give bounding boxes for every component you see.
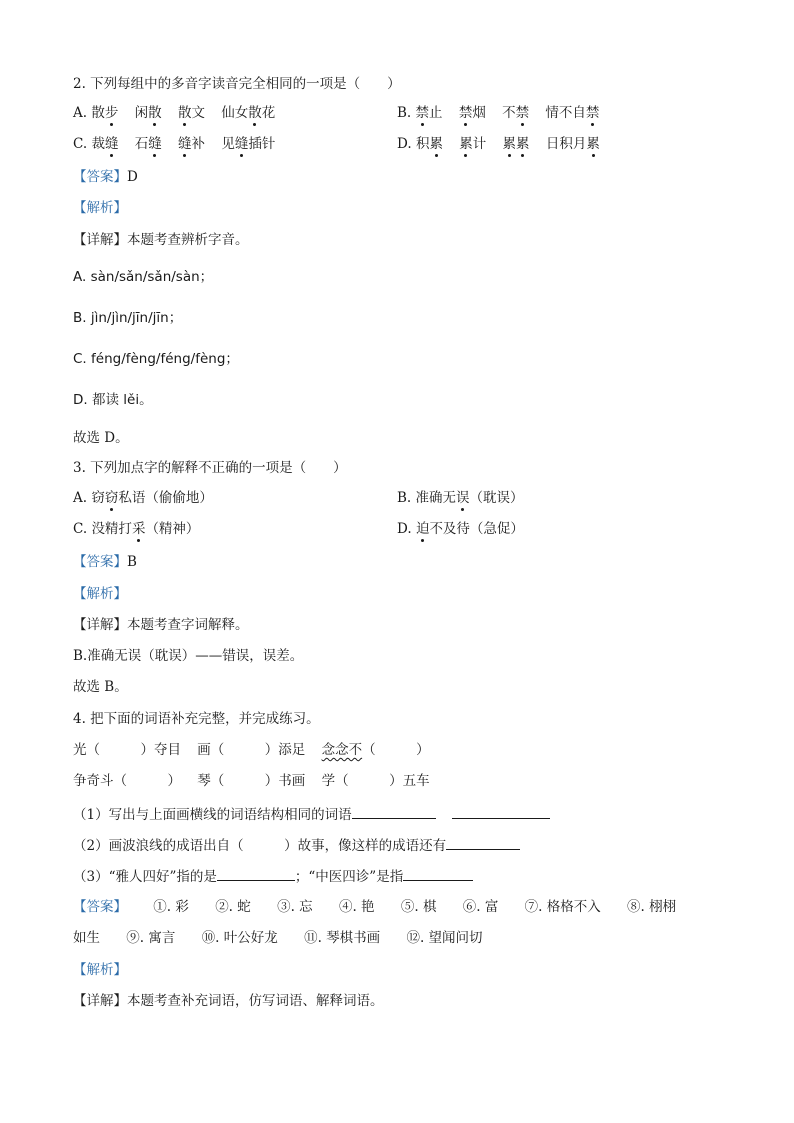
dotted-char: 误	[456, 490, 470, 506]
q4-answer-line-1	[73, 898, 676, 916]
answer-item: ②. 蛇	[215, 899, 251, 915]
text: 石	[134, 136, 149, 152]
dotted-char: 累	[502, 136, 517, 152]
q2-option-c	[73, 135, 275, 153]
text: 文	[191, 105, 205, 121]
q2-analysis-tag: 【解析】	[73, 200, 127, 216]
sub-question-text: ；“中医四诊”是指	[294, 869, 404, 885]
text: 花	[261, 105, 276, 121]
word-blank: 画（ ）添足	[197, 742, 306, 758]
text: 止	[429, 105, 443, 121]
text: 积	[415, 136, 430, 152]
q4-analysis-tag: 【解析】	[73, 962, 127, 978]
answer-blank	[217, 866, 295, 881]
answer-item: ①. 彩	[153, 899, 189, 915]
text: 私语（偷偷地）	[118, 490, 213, 506]
q4-sub-2	[73, 835, 520, 855]
text: 日积月	[545, 136, 587, 152]
answer-tag: 【答案】	[73, 899, 127, 915]
text: 插针	[248, 136, 276, 152]
option-label: C.	[73, 521, 88, 537]
answer-item: ⑩. 叶公好龙	[201, 930, 278, 946]
q4-stem: 4. 把下面的词语补充完整，并完成练习。	[73, 711, 320, 727]
answer-value: B	[127, 554, 137, 570]
answer-tag: 【答案】	[73, 169, 127, 185]
q3-option-d	[397, 520, 524, 538]
q2-conclusion: 故选 D。	[73, 430, 129, 446]
option-label: B.	[397, 105, 412, 121]
answer-blank	[352, 804, 436, 819]
q3-analysis-tag: 【解析】	[73, 586, 127, 602]
answer-blank	[452, 804, 550, 819]
q4-sub-3	[73, 866, 473, 886]
dotted-char: 累	[459, 136, 473, 152]
answer-item: ⑪. 琴棋书画	[304, 930, 381, 946]
dotted-char: 迫	[415, 521, 430, 537]
answer-item: ⑧. 栩栩	[627, 899, 677, 915]
q2-option-b	[397, 104, 599, 122]
answer-item: ⑦. 格格不入	[524, 899, 601, 915]
detail-tag: 【详解】	[73, 993, 127, 1009]
answer-item: ⑤. 棋	[400, 899, 437, 915]
answer-value: D	[127, 169, 138, 185]
detail-text: 本题考查字词解释。	[127, 617, 249, 633]
text: 烟	[472, 105, 486, 121]
wavy-underlined-word: 念念不	[321, 742, 363, 758]
q3-option-c	[73, 520, 199, 538]
answer-item: ⑫. 望闻问切	[406, 930, 483, 946]
word-blank: 争奇斗（ ）	[73, 773, 181, 789]
text: 不及待（急促）	[429, 521, 524, 537]
answer-blank	[446, 835, 520, 850]
option-label: C.	[73, 136, 88, 152]
answer-item: ⑨. 寓言	[126, 930, 176, 946]
option-label: B.	[397, 490, 412, 506]
dotted-char: 散	[177, 105, 192, 121]
word-blank: （ ）	[362, 742, 430, 758]
q3-conclusion: 故选 B。	[73, 679, 128, 695]
word-blank: 光（ ）夺目	[73, 742, 181, 758]
dotted-char: 窃	[104, 490, 119, 506]
dotted-char: 采	[131, 521, 146, 537]
text: 见	[221, 136, 235, 152]
answer-item: ③. 忘	[277, 899, 313, 915]
text: （耽误）	[469, 490, 524, 506]
answer-item: ④. 艳	[338, 899, 375, 915]
detail-text: 本题考查辨析字音。	[127, 232, 249, 248]
dotted-char: 禁	[458, 105, 473, 121]
detail-text: 本题考查补充词语，仿写词语、解释词语。	[127, 993, 384, 1009]
option-label: D.	[397, 136, 412, 152]
q2-pinyin-c: C. féng/fèng/féng/fèng；	[73, 351, 239, 367]
q3-detail	[73, 616, 249, 634]
q4-row-2	[73, 772, 430, 790]
detail-tag: 【详解】	[73, 617, 127, 633]
dotted-char: 禁	[515, 105, 530, 121]
text: 闲	[134, 105, 149, 121]
word-blank: 学（ ）五车	[321, 773, 430, 789]
dotted-char: 累	[429, 136, 443, 152]
dotted-char: 累	[586, 136, 600, 152]
q2-option-a	[73, 104, 275, 122]
sub-question-text: （3）“雅人四好”指的是	[73, 869, 217, 885]
text: 没精打	[91, 521, 132, 537]
text: 窃	[91, 490, 105, 506]
text: 不	[502, 105, 516, 121]
q2-stem: 2. 下列每组中的多音字读音完全相同的一项是（ ）	[73, 76, 401, 92]
dotted-char: 缝	[178, 136, 192, 152]
text: 计	[472, 136, 487, 152]
text: 散	[91, 105, 105, 121]
text: 仙女	[221, 105, 249, 121]
q2-detail	[73, 231, 249, 249]
detail-tag: 【详解】	[73, 232, 127, 248]
text: 情不自	[545, 105, 586, 121]
answer-item: 如生	[73, 930, 100, 946]
option-label: A.	[73, 105, 88, 121]
sub-question-text: （1）写出与上面画横线的词语结构相同的词语	[73, 807, 352, 823]
q4-detail	[73, 992, 384, 1010]
q4-answer-line-2	[73, 929, 483, 947]
q3-stem: 3. 下列加点字的解释不正确的一项是（ ）	[73, 460, 347, 476]
answer-item: ⑥. 富	[462, 899, 499, 915]
q2-pinyin-b: B. jìn/jìn/jīn/jīn；	[73, 310, 183, 326]
sub-question-text: （2）画波浪线的成语出自（ ）故事，像这样的成语还有	[73, 838, 447, 854]
dotted-char: 缝	[104, 136, 119, 152]
text: 裁	[91, 136, 105, 152]
word-blank: 琴（ ）书画	[197, 773, 306, 789]
q3-option-b	[397, 489, 524, 507]
dotted-char: 散	[248, 105, 262, 121]
q2-pinyin-a: A. sàn/sǎn/sǎn/sàn；	[73, 269, 214, 285]
option-label: D.	[397, 521, 412, 537]
q4-sub-1	[73, 804, 550, 824]
q4-row-1	[73, 741, 430, 759]
q3-line-b: B.准确无误（耽误）——错误，误差。	[73, 648, 304, 664]
text: 准确无	[415, 490, 457, 506]
dotted-char: 缝	[234, 136, 249, 152]
option-label: A.	[73, 490, 88, 506]
q2-option-d	[397, 135, 600, 153]
q3-answer	[73, 553, 137, 571]
answer-tag: 【答案】	[73, 554, 127, 570]
text: （精神）	[145, 521, 200, 537]
q3-option-a	[73, 489, 213, 507]
text: 补	[191, 136, 206, 152]
q2-pinyin-d: D. 都读 lěi。	[73, 392, 153, 408]
q2-answer	[73, 168, 138, 186]
dotted-char: 累	[516, 136, 530, 152]
dotted-char: 步	[104, 105, 119, 121]
dotted-char: 禁	[585, 105, 600, 121]
dotted-char: 缝	[148, 136, 162, 152]
dotted-char: 散	[148, 105, 162, 121]
dotted-char: 禁	[415, 105, 430, 121]
answer-blank	[403, 866, 473, 881]
